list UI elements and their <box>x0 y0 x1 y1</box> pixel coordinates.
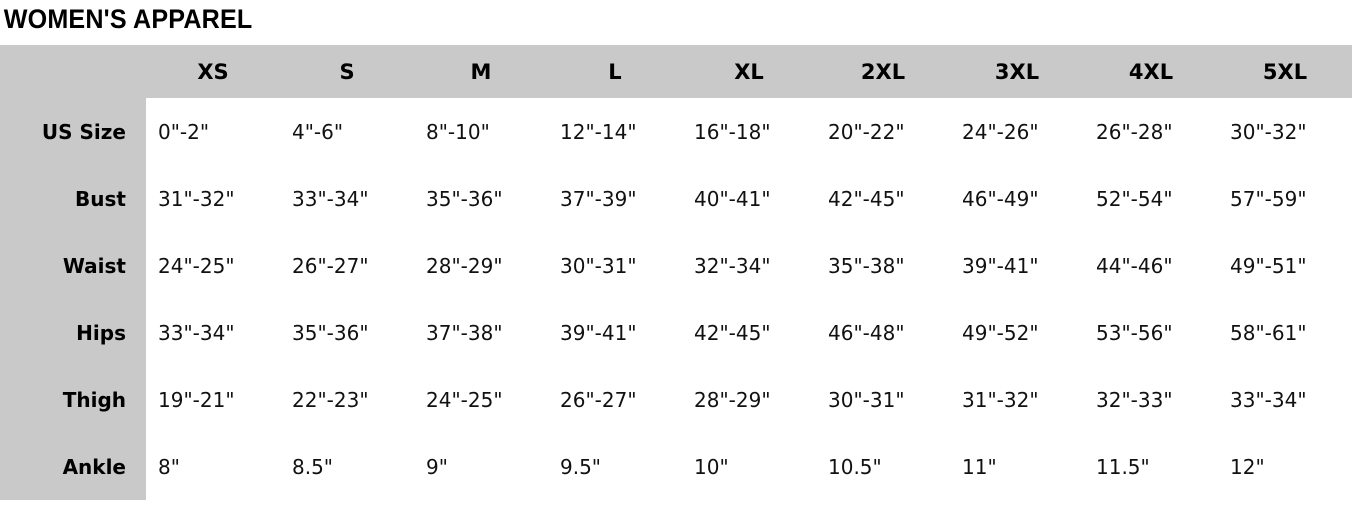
table-row <box>0 232 1352 299</box>
row-header-ankle: Ankle <box>0 433 146 500</box>
cell-thigh-5xl: 33"-34" <box>1218 366 1352 433</box>
size-chart-table <box>0 45 1352 500</box>
cell-waist-l: 30"-31" <box>548 232 682 299</box>
cell-ankle-xs: 8" <box>146 433 280 500</box>
cell-bust-5xl: 57"-59" <box>1218 165 1352 232</box>
page-title: WOMEN'S APPAREL <box>3 4 253 34</box>
table-row <box>0 433 1352 500</box>
column-header-2xl: 2XL <box>816 45 950 98</box>
column-header-3xl: 3XL <box>950 45 1084 98</box>
column-header-m: M <box>414 45 548 98</box>
cell-ankle-5xl: 12" <box>1218 433 1352 500</box>
cell-hips-xs: 33"-34" <box>146 299 280 366</box>
column-header-5xl: 5XL <box>1218 45 1352 98</box>
cell-hips-4xl: 53"-56" <box>1084 299 1218 366</box>
cell-waist-4xl: 44"-46" <box>1084 232 1218 299</box>
cell-thigh-2xl: 30"-31" <box>816 366 950 433</box>
cell-ankle-4xl: 11.5" <box>1084 433 1218 500</box>
column-header-xs: XS <box>146 45 280 98</box>
column-header-s: S <box>280 45 414 98</box>
cell-thigh-s: 22"-23" <box>280 366 414 433</box>
cell-us-size-l: 12"-14" <box>548 98 682 165</box>
cell-ankle-3xl: 11" <box>950 433 1084 500</box>
column-header-4xl: 4XL <box>1084 45 1218 98</box>
cell-hips-2xl: 46"-48" <box>816 299 950 366</box>
table-header <box>0 45 1352 98</box>
cell-thigh-4xl: 32"-33" <box>1084 366 1218 433</box>
cell-hips-xl: 42"-45" <box>682 299 816 366</box>
cell-thigh-m: 24"-25" <box>414 366 548 433</box>
cell-us-size-xl: 16"-18" <box>682 98 816 165</box>
cell-hips-3xl: 49"-52" <box>950 299 1084 366</box>
cell-us-size-m: 8"-10" <box>414 98 548 165</box>
cell-ankle-m: 9" <box>414 433 548 500</box>
cell-ankle-xl: 10" <box>682 433 816 500</box>
cell-ankle-l: 9.5" <box>548 433 682 500</box>
cell-waist-m: 28"-29" <box>414 232 548 299</box>
row-header-bust: Bust <box>0 165 146 232</box>
cell-hips-m: 37"-38" <box>414 299 548 366</box>
cell-thigh-l: 26"-27" <box>548 366 682 433</box>
cell-bust-m: 35"-36" <box>414 165 548 232</box>
table-corner-cell <box>0 45 146 98</box>
cell-bust-s: 33"-34" <box>280 165 414 232</box>
cell-bust-xl: 40"-41" <box>682 165 816 232</box>
cell-bust-xs: 31"-32" <box>146 165 280 232</box>
cell-us-size-2xl: 20"-22" <box>816 98 950 165</box>
cell-thigh-xl: 28"-29" <box>682 366 816 433</box>
cell-bust-4xl: 52"-54" <box>1084 165 1218 232</box>
table-row <box>0 165 1352 232</box>
cell-hips-l: 39"-41" <box>548 299 682 366</box>
cell-waist-5xl: 49"-51" <box>1218 232 1352 299</box>
cell-ankle-s: 8.5" <box>280 433 414 500</box>
row-header-hips: Hips <box>0 299 146 366</box>
cell-us-size-5xl: 30"-32" <box>1218 98 1352 165</box>
cell-bust-3xl: 46"-49" <box>950 165 1084 232</box>
cell-waist-2xl: 35"-38" <box>816 232 950 299</box>
row-header-thigh: Thigh <box>0 366 146 433</box>
cell-hips-s: 35"-36" <box>280 299 414 366</box>
cell-thigh-xs: 19"-21" <box>146 366 280 433</box>
cell-us-size-4xl: 26"-28" <box>1084 98 1218 165</box>
row-header-us-size: US Size <box>0 98 146 165</box>
cell-ankle-2xl: 10.5" <box>816 433 950 500</box>
table-row <box>0 98 1352 165</box>
header-row <box>0 45 1352 98</box>
cell-thigh-3xl: 31"-32" <box>950 366 1084 433</box>
cell-bust-l: 37"-39" <box>548 165 682 232</box>
cell-waist-xl: 32"-34" <box>682 232 816 299</box>
cell-waist-xs: 24"-25" <box>146 232 280 299</box>
column-header-xl: XL <box>682 45 816 98</box>
cell-waist-3xl: 39"-41" <box>950 232 1084 299</box>
cell-bust-2xl: 42"-45" <box>816 165 950 232</box>
cell-hips-5xl: 58"-61" <box>1218 299 1352 366</box>
cell-us-size-s: 4"-6" <box>280 98 414 165</box>
row-header-waist: Waist <box>0 232 146 299</box>
cell-us-size-xs: 0"-2" <box>146 98 280 165</box>
cell-waist-s: 26"-27" <box>280 232 414 299</box>
table-row <box>0 299 1352 366</box>
cell-us-size-3xl: 24"-26" <box>950 98 1084 165</box>
table-body <box>0 98 1352 500</box>
column-header-l: L <box>548 45 682 98</box>
table-row <box>0 366 1352 433</box>
